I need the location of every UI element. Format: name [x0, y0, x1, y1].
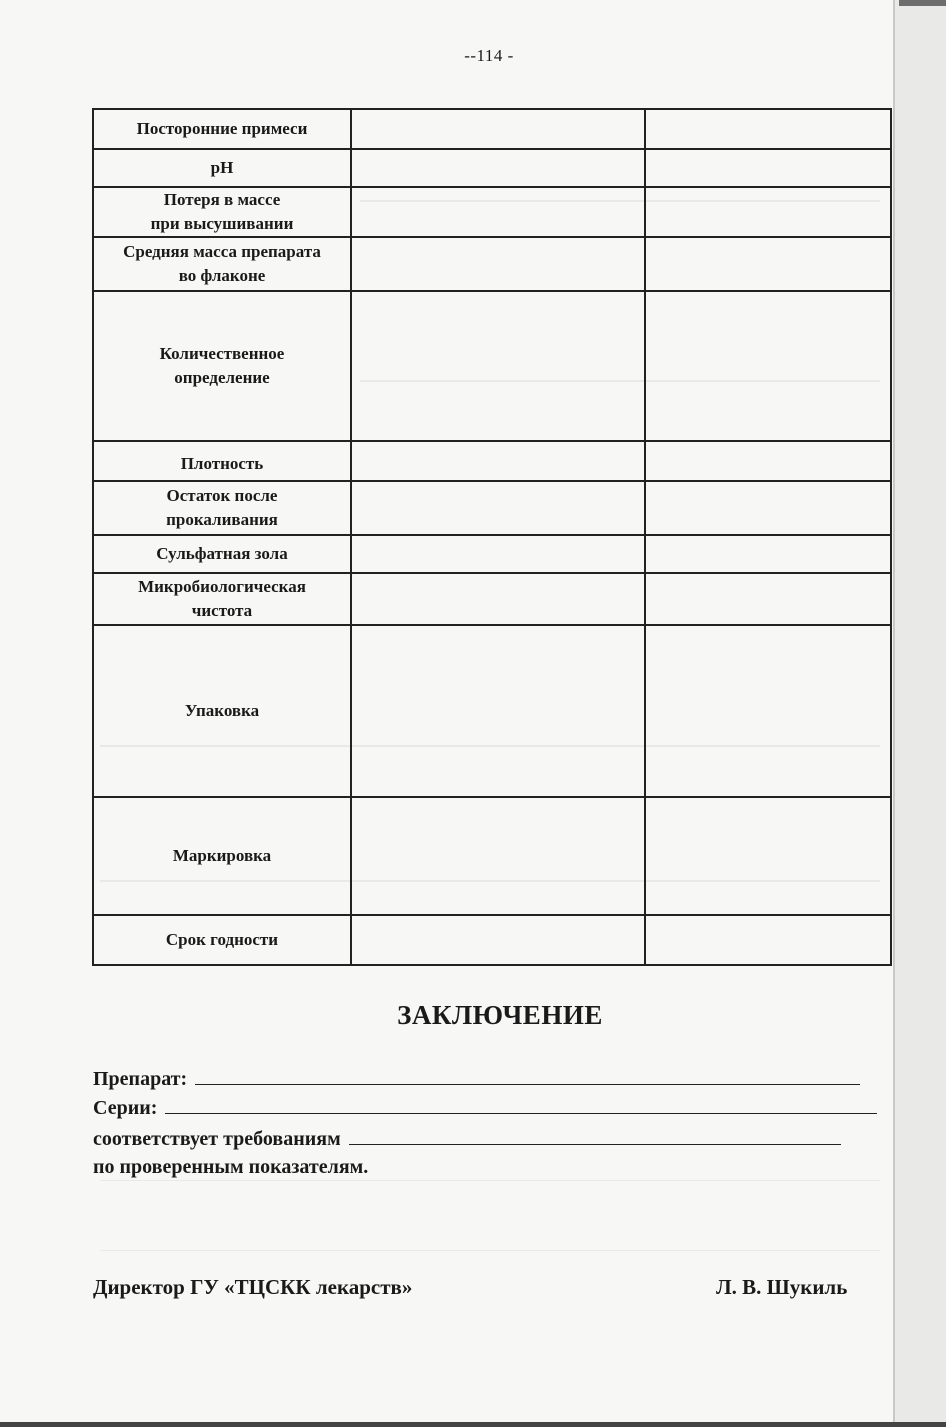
row-label	[93, 915, 351, 965]
result-cell	[645, 237, 891, 291]
value-cell	[351, 535, 645, 573]
table-row	[93, 797, 891, 915]
complies-line	[93, 1126, 841, 1151]
page-number: --114 -	[464, 46, 514, 65]
director-title: Директор ГУ «ТЦСКК лекарств»	[93, 1275, 413, 1299]
table-row	[93, 291, 891, 441]
row-label-text: Сульфатная зола	[156, 544, 288, 563]
table-row	[93, 915, 891, 965]
row-label	[93, 535, 351, 573]
value-cell	[351, 109, 645, 149]
row-label	[93, 237, 351, 291]
row-label	[93, 291, 351, 441]
result-cell	[645, 187, 891, 237]
spec-table	[92, 108, 892, 966]
table-row	[93, 441, 891, 481]
row-label-text: Посторонние примеси	[136, 119, 308, 138]
drug-label: Препарат:	[93, 1068, 188, 1090]
table-row	[93, 187, 891, 237]
value-cell	[351, 797, 645, 915]
row-label-text-line2: при высушивании	[150, 214, 294, 233]
row-label-text: Остаток после	[166, 486, 278, 505]
row-label	[93, 573, 351, 625]
requirements-blank-line	[349, 1126, 841, 1145]
row-label-text: Средняя масса препарата	[123, 242, 321, 261]
table-row	[93, 625, 891, 797]
value-cell	[351, 481, 645, 535]
series-blank-line	[165, 1095, 877, 1114]
row-label	[93, 797, 351, 915]
row-label-text: Потеря в массе	[163, 190, 281, 209]
complies-label: соответствует требованиям	[93, 1128, 341, 1150]
row-label	[93, 441, 351, 481]
drug-line	[93, 1066, 860, 1091]
result-cell	[645, 481, 891, 535]
signer-name: Л. В. Шукиль	[716, 1275, 848, 1299]
value-cell	[351, 187, 645, 237]
value-cell	[351, 915, 645, 965]
series-label: Серии:	[93, 1097, 158, 1119]
table-row	[93, 149, 891, 187]
row-label	[93, 149, 351, 187]
conclusion-title: ЗАКЛЮЧЕНИЕ	[397, 1000, 603, 1030]
row-label-text: Маркировка	[172, 846, 272, 865]
value-cell	[351, 573, 645, 625]
result-cell	[645, 109, 891, 149]
value-cell	[351, 625, 645, 797]
row-label-text-line2: прокаливания	[166, 510, 278, 529]
table-row	[93, 237, 891, 291]
value-cell	[351, 441, 645, 481]
page-bottom-edge	[0, 1422, 946, 1427]
row-label-text-line2: определение	[174, 368, 270, 387]
row-label-text: Плотность	[180, 454, 264, 473]
value-cell	[351, 237, 645, 291]
table-row	[93, 535, 891, 573]
result-cell	[645, 573, 891, 625]
value-cell	[351, 291, 645, 441]
row-label	[93, 481, 351, 535]
result-cell	[645, 149, 891, 187]
closing-text: по проверенным показателям.	[93, 1156, 369, 1178]
row-label-text: Срок годности	[165, 930, 279, 949]
result-cell	[645, 535, 891, 573]
row-label	[93, 187, 351, 237]
row-label-text: pH	[210, 158, 234, 177]
row-label-text: Упаковка	[184, 701, 260, 720]
bleed-through-trace	[100, 1180, 880, 1181]
result-cell	[645, 441, 891, 481]
result-cell	[645, 291, 891, 441]
row-label	[93, 109, 351, 149]
result-cell	[645, 625, 891, 797]
drug-blank-line	[195, 1066, 860, 1085]
row-label-text-line2: во флаконе	[178, 266, 266, 285]
series-line	[93, 1095, 877, 1120]
row-label-text-line2: чистота	[191, 601, 253, 620]
row-label-text: Микробиологическая	[138, 577, 306, 596]
table-row	[93, 481, 891, 535]
bleed-through-trace	[100, 1250, 880, 1251]
page-corner-shadow	[899, 0, 946, 6]
page-edge	[893, 0, 946, 1427]
result-cell	[645, 915, 891, 965]
row-label	[93, 625, 351, 797]
table-row	[93, 573, 891, 625]
result-cell	[645, 797, 891, 915]
table-row	[93, 109, 891, 149]
value-cell	[351, 149, 645, 187]
row-label-text: Количественное	[159, 344, 285, 363]
